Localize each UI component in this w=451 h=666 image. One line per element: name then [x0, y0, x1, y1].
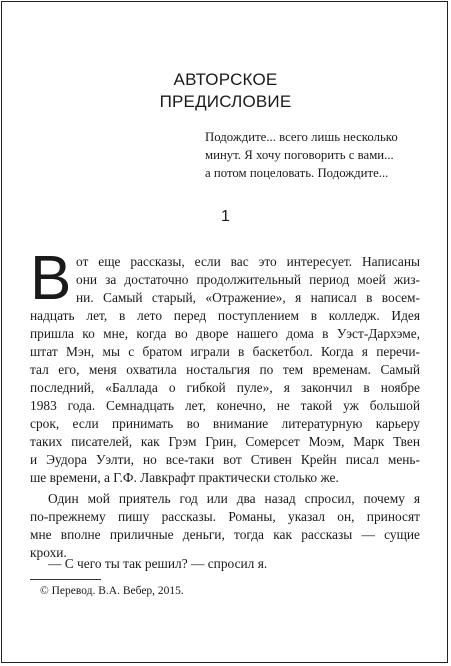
body-line: — С чего ты так решил? — спросил я. — [48, 556, 268, 571]
body-line: по-прежнему пишу рассказы. Романы, указал он, приносят — [30, 509, 420, 524]
body-line: надцать лет, в лето перед поступлением в колледж. Идея — [30, 308, 420, 323]
body-line: срок, если принимать во внимание литературную карьеру — [30, 416, 420, 431]
body-line: последний, «Баллада о гибкой пуле», я закончил в ноябре — [30, 380, 420, 395]
epigraph — [205, 128, 435, 182]
body-line: они за достаточно продолжительный период моей жиз- — [76, 272, 420, 287]
footnote-rule — [30, 579, 101, 580]
footnote-copyright: © Перевод. В.А. Вебер, 2015. — [40, 585, 184, 597]
chapter-number: 1 — [221, 208, 230, 225]
body-line: и Эудора Уэлти, но все-таки вот Стивен Крейн писал мень- — [30, 452, 420, 467]
body-line: ше времени, а Г.Ф. Лавкрафт практически столько же. — [30, 470, 339, 485]
body-line: тал его, меня охватила ностальгия по тем временам. Самый — [30, 362, 420, 377]
epigraph-line: а потом поцеловать. Подождите... — [205, 166, 389, 180]
body-line: от еще рассказы, если вас это интересует. Написаны — [76, 254, 420, 269]
body-line: штат Мэн, мы с братом играли в баскетбол. Когда я перечи- — [30, 344, 420, 359]
epigraph-line: Подождите... всего лишь несколько — [205, 130, 398, 144]
body-line: Один мой приятель год или два назад спросил, почему я — [48, 491, 420, 506]
drop-cap: В — [30, 244, 72, 313]
page-title-line-2: ПРЕДИСЛОВИЕ — [159, 92, 292, 111]
page-title-line-1: АВТОРСКОЕ — [173, 70, 278, 89]
epigraph-line: минут. Я хочу поговорить с вами... — [205, 148, 394, 162]
body-line: таких писателей, как Грэм Грин, Сомерсет Моэм, Марк Твен — [30, 434, 420, 449]
body-line: крохи. — [30, 545, 67, 560]
body-line: 1983 года. Семнадцать лет, конечно, не такой уж большой — [30, 398, 420, 413]
body-line: пришла ко мне, когда во дворе нашего дома в Уэст-Дархэме, — [30, 326, 420, 341]
body-line: ни. Самый старый, «Отражение», я написал в восем- — [76, 290, 420, 305]
body-line: мне вполне приличные деньги, тогда как рассказы — сущие — [30, 527, 420, 542]
